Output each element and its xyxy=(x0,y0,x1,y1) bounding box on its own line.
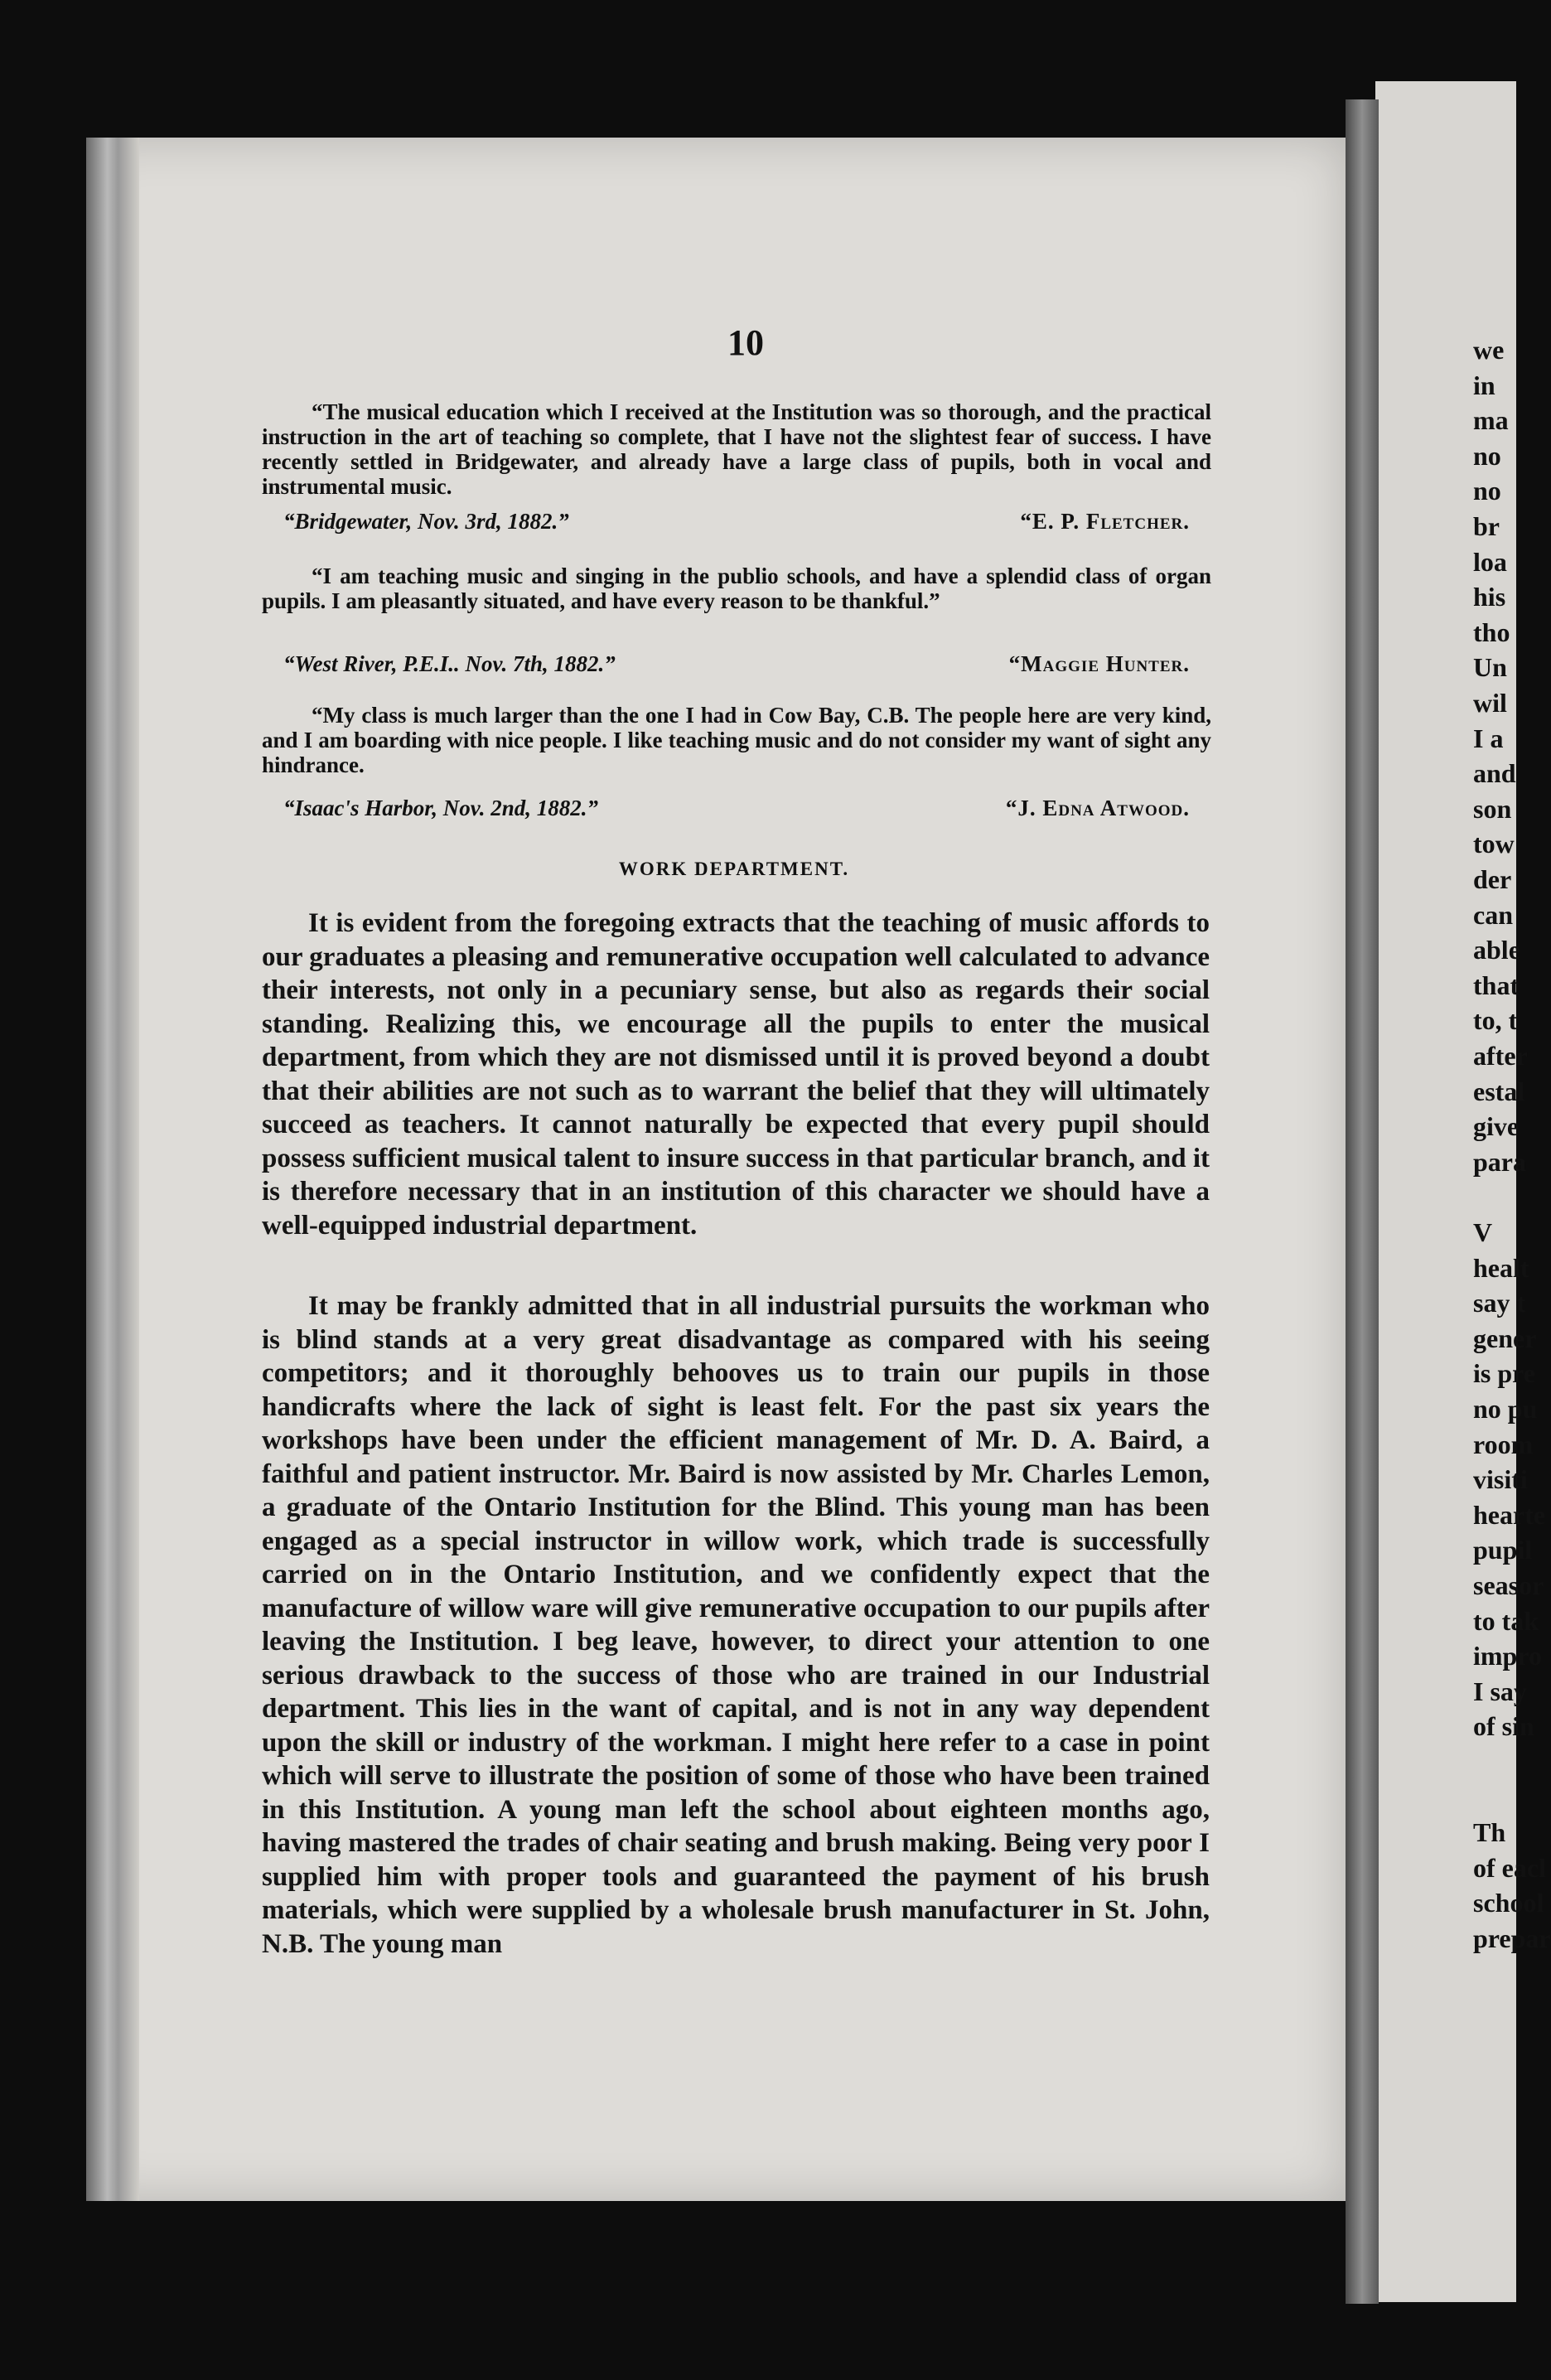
facing-page-fragment: able xyxy=(1473,935,1520,965)
facing-page-fragment: impro xyxy=(1473,1641,1542,1671)
facing-page-fragment: no xyxy=(1473,440,1501,471)
facing-page-fragment: is pre xyxy=(1473,1358,1535,1389)
facing-page-fragment: para xyxy=(1473,1146,1526,1177)
facing-page-fragment: gener xyxy=(1473,1323,1537,1353)
facing-page-fragment: to, t xyxy=(1473,1005,1518,1036)
testimonial-author: “J. Edna Atwood. xyxy=(1005,796,1190,820)
facing-page-fragment: wil xyxy=(1473,688,1507,718)
facing-page-fragment: seasor xyxy=(1473,1570,1544,1600)
section-heading: WORK DEPARTMENT. xyxy=(618,859,850,879)
testimonial-signature-hunter xyxy=(262,651,1190,681)
facing-page-fragment: no xyxy=(1473,476,1501,506)
facing-page-fragment: no pu xyxy=(1473,1394,1538,1424)
facing-page-fragment: room xyxy=(1473,1429,1534,1459)
facing-page-fragment: we xyxy=(1473,335,1505,365)
book-gutter xyxy=(1346,99,1379,2304)
page-edge xyxy=(86,138,139,2201)
testimonial-author: “Maggie Hunter. xyxy=(1008,651,1190,676)
facing-page-fragment: tho xyxy=(1473,617,1510,647)
facing-page-fragment: br xyxy=(1473,511,1500,541)
testimonial-signature-fletcher xyxy=(262,509,1190,539)
facing-page-fragment: in xyxy=(1473,370,1495,400)
testimonial-quote-atwood: “My class is much larger than the one I had in Cow Bay, C.B. The people here are very kind, and I am boarding with nice people. I like teaching music and do not consider my want of sight any hindrance. xyxy=(262,703,1211,777)
facing-page-fragment: estal xyxy=(1473,1076,1525,1106)
facing-page-fragment: I a xyxy=(1473,723,1504,753)
testimonial-quote-hunter: “I am teaching music and singing in the publio schools, and have a splendid class of organ pupils. I am pleasantly situated, and have every reason to be thankful.” xyxy=(262,564,1211,613)
facing-page-fragment: son xyxy=(1473,793,1512,824)
testimonial-signature-atwood xyxy=(262,796,1190,825)
testimonial-author: “E. P. Fletcher. xyxy=(1020,509,1190,534)
facing-page-fragment: tow xyxy=(1473,829,1515,859)
facing-page-fragment: loa xyxy=(1473,546,1507,577)
facing-page-fragment: school xyxy=(1473,1888,1544,1918)
facing-page-fragment: ma xyxy=(1473,405,1509,436)
facing-page-fragment: healt xyxy=(1473,1252,1529,1283)
facing-page-fragment: of eacl xyxy=(1473,1852,1546,1883)
body-paragraph-1: It is evident from the foregoing extracts that the teaching of music affords to our graduates a pleasing and remunerative occupation well calculated to advance their interests, not only in a pecuniary sense, but also as regards their social standing. Realizing this, we encourage all the pupils to enter the musical department, from which they are not dismissed until it is proved beyond a doubt that their abilities are not such as to warrant the belief that they will ultimately succeed as teachers. It cannot naturally be expected that every pupil should possess sufficient musical talent to insure success in that particular branch, and it is therefore necessary that in an institution of this character we should have a well-equipped industrial department. xyxy=(262,908,1210,1241)
facing-page-fragment: I say xyxy=(1473,1676,1527,1706)
body-paragraph-2: It may be frankly admitted that in all industrial pursuits the workman who is blind stands at a very great disadvantage as compared with his seeing competitors; and it thoroughly behooves us to train our pupils in those handicrafts where the lack of sight is least felt. For the past six years the workshops have been under the efficient management of Mr. D. A. Baird, a faithful and patient instructor. Mr. Baird is now assisted by Mr. Charles Lemon, a graduate of the Ontario Institution for the Blind. This young man has been engaged as a special instructor in willow work, which trade is successfully carried on in the Ontario Institution, and we confidently expect that the manufacture of willow ware will give remunerative occupation to our pupils after leaving the Institution. I beg leave, however, to direct your attention to one serious drawback to the success of those who are trained in our Industrial department. This lies in the want of capital, and is not in any way dependent upon the skill or industry of the workman. I might here refer to a case in point which will serve to illustrate the position of some of those who have been trained in this Institution. A young man left the school about eighteen months ago, having mastered the trades of chair seating and brush making. Being very poor I supplied him with proper tools and guaranteed the payment of his brush materials, which were supplied by a wholesale brush manufacturer in St. John, N.B. The young man xyxy=(262,1291,1210,1959)
facing-page-fragment: hearte xyxy=(1473,1499,1546,1530)
testimonial-place: “Bridgewater, Nov. 3rd, 1882.” xyxy=(283,509,569,534)
testimonial-quote-fletcher: “The musical education which I received at the Institution was so thorough, and the practical instruction in the art of teaching so complete, that I have not the slightest fear of success. I have recently settled in Bridgewater, and already have a large class of pupils, both in vocal and instrumental music. xyxy=(262,399,1211,499)
facing-page-fragment: his xyxy=(1473,582,1506,612)
facing-page-fragment: after xyxy=(1473,1041,1528,1071)
facing-page-fragment: that xyxy=(1473,970,1520,1000)
facing-page-fragment: V xyxy=(1473,1217,1493,1247)
facing-page-fragment: and xyxy=(1473,758,1516,789)
page-number: 10 xyxy=(727,322,764,363)
facing-page-fragment: prepar xyxy=(1473,1923,1551,1953)
facing-page-fragment: say t xyxy=(1473,1288,1526,1318)
facing-page-fragment: can xyxy=(1473,899,1513,930)
facing-page xyxy=(1375,81,1551,2302)
testimonial-place: “West River, P.E.I.. Nov. 7th, 1882.” xyxy=(283,651,616,676)
facing-page-fragment: of sin xyxy=(1473,1711,1534,1742)
facing-page-fragment: give xyxy=(1473,1111,1520,1142)
facing-page-fragment: to tak xyxy=(1473,1605,1539,1636)
facing-page-fragment: visiti xyxy=(1473,1464,1528,1495)
facing-page-fragment: Th xyxy=(1473,1817,1506,1848)
testimonial-place: “Isaac's Harbor, Nov. 2nd, 1882.” xyxy=(283,796,599,820)
facing-page-fragment: der xyxy=(1473,864,1512,894)
facing-page-fragment: pupil xyxy=(1473,1535,1533,1565)
facing-page-fragment: Un xyxy=(1473,652,1507,683)
